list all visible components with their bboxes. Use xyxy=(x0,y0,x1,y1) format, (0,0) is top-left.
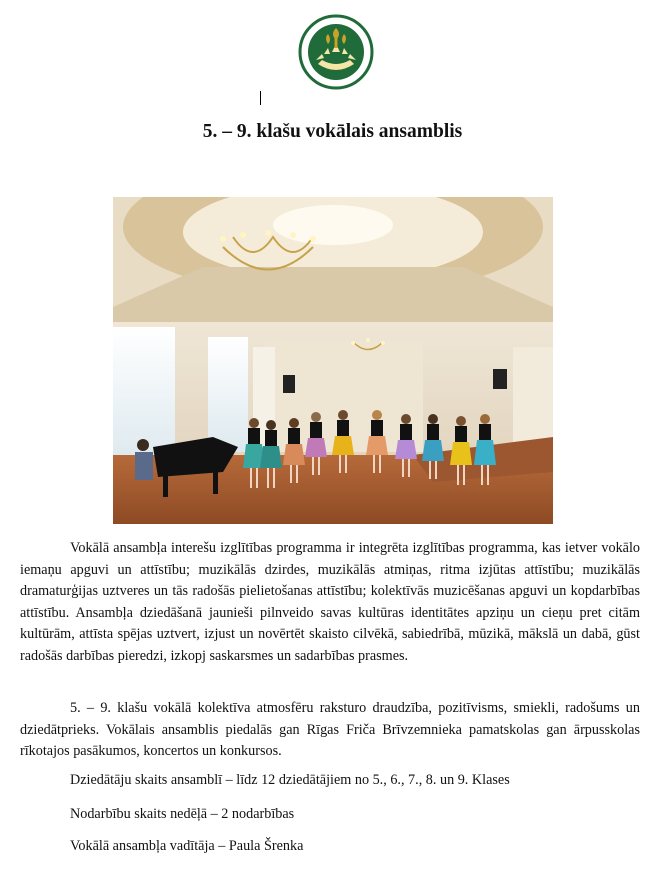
ensemble-leader-line: Vokālā ansambļa vadītāja – Paula Šrenka xyxy=(70,838,304,854)
choir-hall-photo xyxy=(113,197,553,524)
paragraph-2 xyxy=(20,698,640,763)
singer-count-line: Dziedātāju skaits ansamblī – līdz 12 dziedātājiem no 5., 6., 7., 8. un 9. Klases xyxy=(70,772,510,788)
school-logo xyxy=(298,14,374,90)
lessons-per-week-line: Nodarbību skaits nedēļā – 2 nodarbības xyxy=(70,806,295,822)
paragraph-1 xyxy=(20,538,640,668)
page-title: 5. – 9. klašu vokālais ansamblis xyxy=(202,121,463,142)
paragraph-text: Vokālā ansambļa interešu izglītības programma ir integrēta izglītības programma, kas ietver vokālo iemaņu apguvi un attīstību; muzikālās dzirdes, muzikālās atmiņas, ritma izjūtas attīstību; muzikālās dramaturģijas uztveres un tās radošās pielietošanas attīstību; kolektīvās muzicēšanas apguvi un kopdarbības attīstību. Ansambļa dziedāšanā jaunieši pilnveido savas kultūras identitātes apziņu un cieņu pret citām kultūrām, attīsta spējas uztvert, izjust un novērtēt skaisto cilvēkā, sabiedrībā, mūzikā, mākslā un dabā, gūst radošās darbības pieredzi, izkopj saskarsmes un sadarbības prasmes. xyxy=(20,540,640,664)
paragraph-text: 5. – 9. klašu vokālā kolektīva atmosfēru raksturo draudzība, pozitīvisms, smiekli, radošums un dziedātprieks. Vokālais ansamblis piedalās gan Rīgas Friča Brīvzemnieka pamatskolas gan ārpusskolas rīkotajos pasākumos, koncertos un konkursos. xyxy=(20,700,640,760)
text-cursor xyxy=(260,91,261,105)
